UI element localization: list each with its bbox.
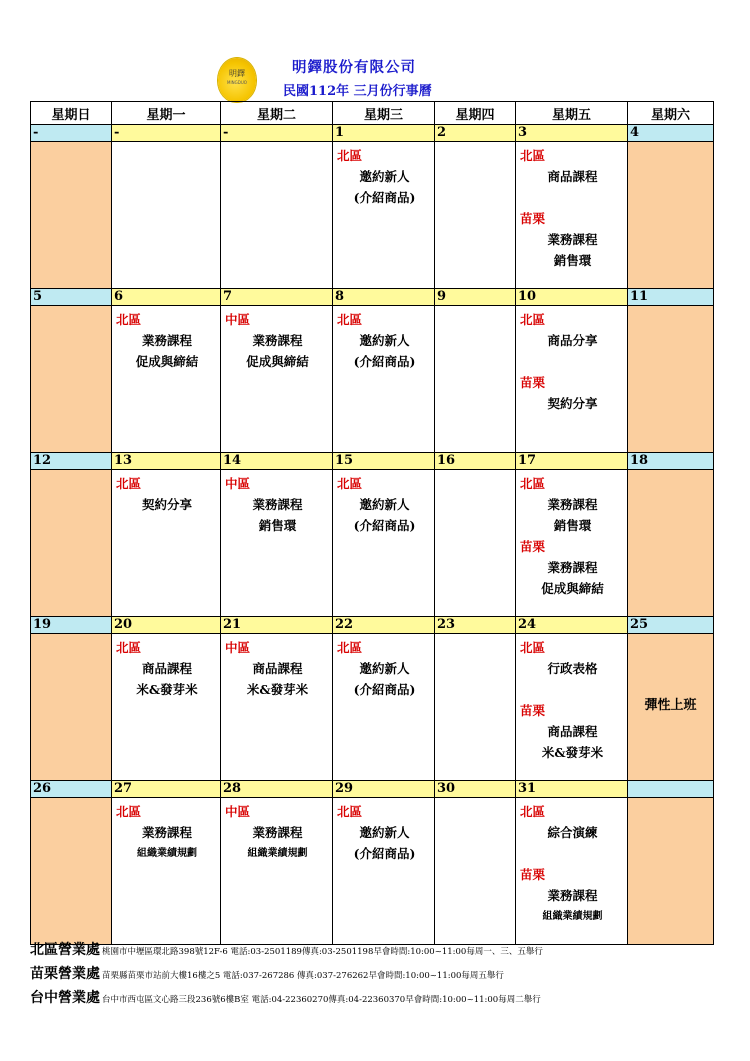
event-line: 業務課程 [252,825,303,840]
date-cell-sun: 5 [31,289,112,306]
event-cell-tue [221,798,333,945]
event-line: (介紹商品) [353,846,416,861]
event-line: 業務課程 [252,497,303,512]
event-list [31,306,111,309]
office-info [30,987,541,1007]
event-cell-wed [333,634,435,781]
event-cell-tue [221,306,333,453]
event-list [333,306,434,372]
event-cell-sun [31,470,112,617]
date-cell-sat [628,781,714,798]
calendar-body [31,125,714,945]
event-region: 北區 [337,476,363,491]
company-logo [218,58,256,102]
weekday-tue: 星期二 [221,102,333,125]
event-region: 中區 [225,476,251,491]
event-list [221,470,332,536]
date-row [31,125,714,142]
date-cell-tue: 21 [221,617,333,634]
event-line: 促成與締結 [246,354,309,369]
date-row [31,289,714,306]
event-line: 促成與締結 [541,581,604,596]
event-cell-fri [516,798,628,945]
page-title: 民國112年 三月份行事曆 [283,84,432,99]
event-list [435,798,515,801]
event-cell-wed [333,142,435,289]
event-line: 邀約新人 [359,333,410,348]
event-list [333,798,434,864]
event-cell-mon [112,470,221,617]
event-list [112,306,220,372]
event-line: 業務課程 [141,333,192,348]
event-row [31,634,714,781]
event-note: 組織業績規劃 [247,848,308,859]
event-region: 北區 [520,640,546,655]
event-spacer [520,351,625,372]
office-name: 苗栗營業處 [30,966,100,982]
event-region: 北區 [116,640,142,655]
event-cell-wed [333,798,435,945]
event-region: 北區 [337,640,363,655]
event-cell-mon [112,142,221,289]
date-cell-wed: 29 [333,781,435,798]
event-list [221,634,332,700]
event-region: 北區 [116,476,142,491]
date-cell-wed: 22 [333,617,435,634]
event-cell-fri [516,634,628,781]
event-region: 中區 [225,804,251,819]
event-line: 業務課程 [547,497,598,512]
date-cell-sun: - [31,125,112,142]
event-cell-sat [628,634,714,781]
event-list [628,470,713,473]
date-cell-fri: 17 [516,453,628,470]
event-cell-fri [516,306,628,453]
event-row [31,306,714,453]
weekday-mon: 星期一 [112,102,221,125]
office-info [30,963,504,983]
event-region: 苗栗 [520,703,546,718]
event-row [31,798,714,945]
event-line: 商品課程 [547,724,598,739]
event-line: 業務課程 [547,232,598,247]
event-line: 米&發芽米 [541,745,604,760]
event-line: 業務課程 [141,825,192,840]
event-list [333,142,434,208]
event-line: (介紹商品) [353,354,416,369]
event-note: 組織業績規劃 [137,848,197,859]
event-list [516,470,627,599]
date-row [31,781,714,798]
date-cell-fri: 24 [516,617,628,634]
event-line: 邀約新人 [359,169,410,184]
event-line: (介紹商品) [353,682,416,697]
event-cell-tue [221,634,333,781]
event-list [221,306,332,372]
office-name: 北區營業處 [30,942,100,958]
event-list [435,142,515,145]
event-list [628,634,713,713]
event-region: 苗栗 [520,867,546,882]
event-line: 邀約新人 [359,497,410,512]
event-line: 契約分享 [547,396,598,411]
date-cell-fri: 3 [516,125,628,142]
calendar-table [30,101,714,945]
event-region: 北區 [116,804,142,819]
event-list [221,142,332,145]
event-cell-mon [112,798,221,945]
event-line: 綜合演練 [547,825,598,840]
date-cell-sun: 19 [31,617,112,634]
event-cell-thu [435,470,516,617]
event-cell-tue [221,470,333,617]
date-cell-tue: - [221,125,333,142]
event-cell-sun [31,798,112,945]
date-cell-sat: 4 [628,125,714,142]
event-region: 北區 [337,804,363,819]
event-list [628,142,713,145]
date-cell-mon: 13 [112,453,221,470]
event-line: 促成與締結 [135,354,199,369]
event-list [112,634,220,700]
event-cell-wed [333,470,435,617]
event-cell-sat [628,470,714,617]
event-line: 米&發芽米 [136,682,198,697]
date-cell-mon: 6 [112,289,221,306]
event-cell-sun [31,306,112,453]
event-spacer [520,187,625,208]
flex-work-label: 彈性上班 [644,698,697,713]
weekday-sat: 星期六 [628,102,714,125]
weekday-wed: 星期三 [333,102,435,125]
event-cell-wed [333,306,435,453]
event-list [31,142,111,145]
event-note: 組織業績規劃 [542,911,603,922]
event-list [112,798,220,864]
weekday-thu: 星期四 [435,102,516,125]
event-cell-sat [628,798,714,945]
date-cell-sun: 12 [31,453,112,470]
event-line: 行政表格 [547,661,598,676]
event-list [435,470,515,473]
weekday-header-row [31,102,714,125]
event-cell-fri [516,470,628,617]
event-line: 商品課程 [547,169,598,184]
office-name: 台中營業處 [30,990,100,1006]
event-line: 業務課程 [252,333,303,348]
event-list [628,306,713,309]
event-list [221,798,332,864]
event-region: 北區 [337,312,363,327]
event-list [112,142,220,145]
event-region: 苗栗 [520,375,546,390]
date-cell-mon: - [112,125,221,142]
event-line: 米&發芽米 [246,682,309,697]
date-cell-thu: 23 [435,617,516,634]
event-list [516,634,627,763]
date-cell-sun: 26 [31,781,112,798]
event-list [435,306,515,309]
event-line: 業務課程 [547,888,598,903]
event-region: 北區 [337,148,363,163]
event-list [31,798,111,801]
event-line: 邀約新人 [359,825,410,840]
office-details: 苗栗縣苗栗市站前大樓16樓之5 電話:037-267286 傳真:037-276262早會時間:10:00~11:00每周五舉行 [102,971,504,981]
logo-text: 明鐸 [229,69,245,78]
date-cell-tue: 28 [221,781,333,798]
event-cell-tue [221,142,333,289]
logo-subtext: MINGDUO [227,80,247,85]
event-cell-fri [516,142,628,289]
date-cell-fri: 31 [516,781,628,798]
date-row [31,453,714,470]
office-info [30,939,543,959]
date-cell-thu: 9 [435,289,516,306]
event-list [516,142,627,271]
event-cell-sun [31,634,112,781]
event-region: 北區 [520,804,546,819]
event-line: 商品課程 [252,661,303,676]
event-cell-thu [435,142,516,289]
event-list [333,470,434,536]
event-region: 中區 [225,640,251,655]
event-cell-thu [435,634,516,781]
event-list [112,470,220,515]
date-cell-wed: 8 [333,289,435,306]
office-details: 台中市西屯區文心路三段236號6樓B室 電話:04-22360270傳真:04-22360370早會時間:10:00~11:00每周二舉行 [102,995,541,1005]
event-list [516,306,627,414]
date-cell-tue: 14 [221,453,333,470]
event-cell-sun [31,142,112,289]
date-cell-sat: 11 [628,289,714,306]
date-cell-wed: 1 [333,125,435,142]
event-region: 苗栗 [520,539,546,554]
event-cell-mon [112,634,221,781]
event-row [31,142,714,289]
date-cell-tue: 7 [221,289,333,306]
event-list [628,798,713,801]
event-region: 中區 [225,312,251,327]
company-name: 明鐸股份有限公司 [292,59,416,76]
event-row [31,470,714,617]
date-cell-thu: 2 [435,125,516,142]
date-cell-sat: 25 [628,617,714,634]
event-list [435,634,515,637]
event-region: 北區 [116,312,142,327]
event-list [333,634,434,700]
event-cell-mon [112,306,221,453]
event-line: 商品分享 [547,333,598,348]
weekday-sun: 星期日 [31,102,112,125]
event-region: 北區 [520,148,546,163]
office-details: 桃園市中壢區環北路398號12F-6 電話:03-2501189傳真:03-2501198早會時間:10:00~11:00每周一、三、五舉行 [102,947,543,957]
event-line: 邀約新人 [359,661,410,676]
event-region: 北區 [520,476,546,491]
event-cell-thu [435,306,516,453]
event-cell-sat [628,142,714,289]
weekday-fri: 星期五 [516,102,628,125]
event-line: 銷售環 [258,518,297,533]
event-spacer [520,843,625,864]
event-line: 業務課程 [547,560,598,575]
event-region: 北區 [520,312,546,327]
event-line: (介紹商品) [353,518,416,533]
date-cell-sat: 18 [628,453,714,470]
date-cell-wed: 15 [333,453,435,470]
event-list [31,634,111,637]
event-cell-sat [628,306,714,453]
event-list [516,798,627,927]
date-cell-thu: 30 [435,781,516,798]
date-cell-thu: 16 [435,453,516,470]
event-spacer [520,679,625,700]
event-line: 契約分享 [141,497,192,512]
date-cell-fri: 10 [516,289,628,306]
event-list [31,470,111,473]
date-cell-mon: 27 [112,781,221,798]
date-row [31,617,714,634]
event-cell-thu [435,798,516,945]
event-line: 商品課程 [141,661,192,676]
event-line: (介紹商品) [353,190,416,205]
event-line: 銷售環 [553,518,592,533]
event-region: 苗栗 [520,211,546,226]
event-line: 銷售環 [553,253,592,268]
date-cell-mon: 20 [112,617,221,634]
